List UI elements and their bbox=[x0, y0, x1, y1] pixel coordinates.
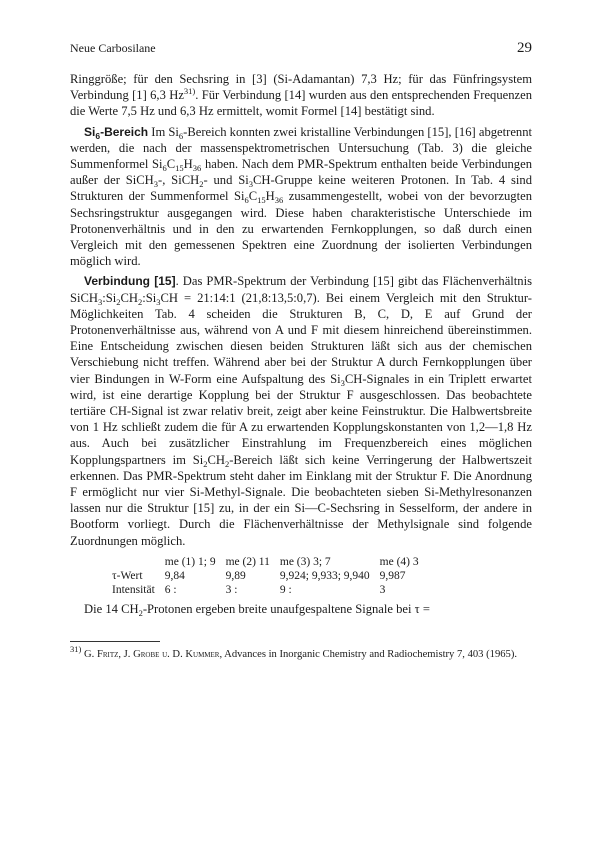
table-header-row: me (1) 1; 9 me (2) 11 me (3) 3; 7 me (4) 3 bbox=[164, 555, 419, 568]
footnote-divider bbox=[70, 641, 160, 642]
paragraph-verbindung-15: Verbindung [15]. Das PMR-Spektrum der Verbindung [15] gibt das Flächenverhältnis $SiCH_3:Si_2CH_2:Si_3CH$ = 21:14:1 (21,8:13,5:0,7). Bei einem Vergleich mit den Struktur-Möglichkeiten Tab. 4 scheiden die Strukturen B, C, D, E auf Grund der Protonenverhältnisse aus, während von A und F mit diesem hinreichend übereinstimmen. Eine Entscheidung zwischen diesen beiden Strukturen läßt sich aus der chemischen Verschiebung nicht treffen. Während aber bei der Struktur A durch Fernkopplungen über vier Bindungen in W-Form eine Aufspaltung des $Si_3CH$-Signales in ein Triplett erwartet wird, ist eine derartige Kopplung bei der Struktur F ausgeschlossen. Das beobachtete tertiäre CH-Signal ist zwar relativ breit, zeigt aber keine Feinstruktur. Die Halbwertsbreite von 1 Hz schließt zudem die für A zu erwartenden Kopplungskonstanten von 1,2—1,8 Hz aus. Auch bei zusätzlicher Einstrahlung im Frequenzbereich eines möglichen Kopplungspartners im $Si_2CH_2$-Bereich läßt sich keine Verringerung der Halbwertszeit erkennen. Das PMR-Spektrum steht daher im Einklang mit der Struktur F. Die Anordnung F ermöglicht nur vier Si-Methyl-Signale. Die beobachteten sieben Si-Methylresonanzen lassen nur die Struktur [15] zu, in der ein Si—C-Sechsring in Sesselform, der andere in Bootform vorliegt. Durch die Flächenverhältnisse der Methylsignale sind folgende Zuordnungen möglich. bbox=[70, 274, 532, 548]
methyl-assignment-table bbox=[112, 555, 429, 597]
table-row: τ-Wert 9,84 9,89 9,924; 9,933; 9,940 9,987 bbox=[112, 569, 406, 582]
footnote-31: $^{31)}$ G. Fritz, J. Grobe u. D. Kummer, Advances in Inorganic Chemistry and Radiochemistry 7, 403 (1965). bbox=[70, 644, 518, 661]
paragraph-1: Ringgröße; für den Sechsring in [3] (Si-Adamantan) 7,3 Hz; für das Fünfringsystem Verbindung [1] 6,3 Hz$^{31)}$. Für Verbindung [14] wurden aus den entsprechenden Frequenzen die Werte 7,5 Hz und 6,3 Hz ermittelt, womit Formel [14] bestätigt sind. bbox=[70, 72, 532, 119]
paragraph-si6: $Si_6$-Bereich Im $Si_6$-Bereich konnten zwei kristalline Verbindungen [15], [16] abgetrennt werden, die nach der massenspektrometrischen Untersuchung (Tab. 3) die gleiche Summenformel $Si_6C_{15}H_{36}$ haben. Nach dem PMR-Spektrum enthalten beide Verbindungen außer der SiCH$_3$-, SiCH$_2$- und $Si_3CH$-Gruppe keine weiteren Protonen. In Tab. 4 sind Strukturen der Summenformel $Si_6C_{15}H_{36}$ zusammengestellt, wobei von der bevorzugten Sechsringstruktur ausgegangen wird. Diese haben charakteristische Unterschiede im Protonenverhältnis und in den zu erwartenden Fernkopplungen, so daß durch einen Vergleich mit den gemessenen Spektren eine Zuordnung der isolierten Verbindungen möglich wird. bbox=[70, 124, 533, 269]
page bbox=[70, 40, 532, 662]
page-number: 29 bbox=[517, 40, 532, 56]
citation-ref: 31) bbox=[183, 86, 196, 97]
running-header bbox=[70, 40, 532, 57]
running-title: Neue Carbosilane bbox=[70, 41, 156, 55]
table-row: Intensität 6 : 3 : 9 : 3 bbox=[112, 583, 386, 596]
paragraph-ch2-protonen: Die 14 $CH_2$-Protonen ergeben breite unaufgespaltene Signale bei τ = bbox=[84, 601, 430, 618]
section-heading-verbindung-15: Verbindung [15] bbox=[84, 274, 176, 289]
section-heading-si6: $Si_6$-Bereich bbox=[84, 124, 149, 141]
